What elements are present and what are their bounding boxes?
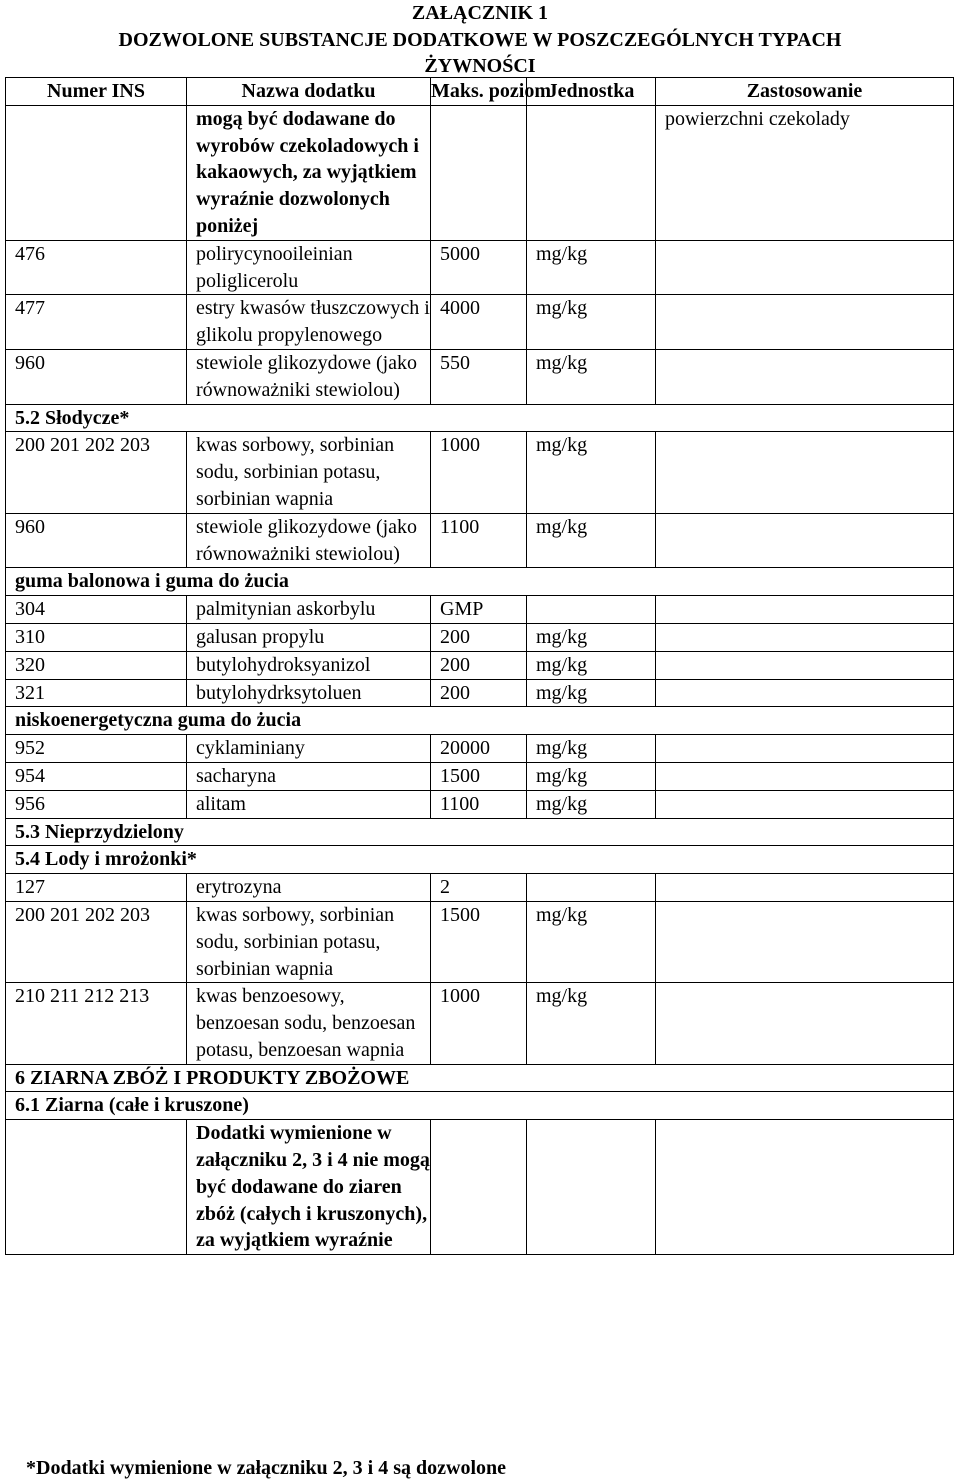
table-row [6, 790, 954, 818]
max-level-cell: 1000 [431, 432, 527, 513]
unit-cell: mg/kg [527, 735, 656, 763]
table-row [6, 596, 954, 624]
table-row [6, 240, 954, 295]
ins-number-cell: 960 [6, 513, 187, 568]
max-level-cell [431, 1120, 527, 1255]
ins-number-cell [6, 1120, 187, 1255]
ins-number-cell: 320 [6, 651, 187, 679]
ins-number-cell: 304 [6, 596, 187, 624]
document-title-line1: DOZWOLONE SUBSTANCJE DODATKOWE W POSZCZEGÓLNYCH TYPACH [118, 28, 842, 51]
application-cell [656, 679, 954, 707]
annex-title: ZAŁĄCZNIK 1 [411, 2, 549, 24]
unit-cell: mg/kg [527, 679, 656, 707]
max-level-cell: 20000 [431, 735, 527, 763]
section-row [6, 818, 954, 846]
section-label: 5.3 Nieprzydzielony [6, 818, 954, 846]
document-header [0, 0, 960, 80]
column-header-application: Zastosowanie [656, 78, 954, 106]
ins-number-cell [6, 105, 187, 240]
application-cell [656, 1120, 954, 1255]
additive-name-cell: erytrozyna [187, 874, 431, 902]
unit-cell: mg/kg [527, 349, 656, 404]
ins-number-cell: 321 [6, 679, 187, 707]
max-level-cell: 200 [431, 623, 527, 651]
max-level-cell: GMP [431, 596, 527, 624]
application-cell [656, 349, 954, 404]
max-level-cell [431, 105, 527, 240]
table-row [6, 901, 954, 982]
max-level-cell: 1000 [431, 983, 527, 1064]
application-cell [656, 240, 954, 295]
additive-name-cell: alitam [187, 790, 431, 818]
section-row [6, 1064, 954, 1092]
application-cell [656, 762, 954, 790]
application-cell [656, 596, 954, 624]
unit-cell: mg/kg [527, 623, 656, 651]
section-row [6, 404, 954, 432]
max-level-cell: 1100 [431, 513, 527, 568]
additive-name-cell: estry kwasów tłuszczowych i glikolu propylenowego [187, 295, 431, 350]
section-row [6, 1092, 954, 1120]
ins-number-cell: 476 [6, 240, 187, 295]
section-label: niskoenergetyczna guma do żucia [6, 707, 954, 735]
ins-number-cell: 956 [6, 790, 187, 818]
application-cell [656, 983, 954, 1064]
unit-cell: mg/kg [527, 513, 656, 568]
section-label: 6.1 Ziarna (całe i kruszone) [6, 1092, 954, 1120]
table-row [6, 623, 954, 651]
section-row [6, 568, 954, 596]
application-cell [656, 735, 954, 763]
ins-number-cell: 127 [6, 874, 187, 902]
document-title-line2: ŻYWNOŚCI [424, 55, 536, 77]
application-cell [656, 513, 954, 568]
unit-cell: mg/kg [527, 432, 656, 513]
max-level-cell: 2 [431, 874, 527, 902]
application-cell [656, 874, 954, 902]
ins-number-cell: 477 [6, 295, 187, 350]
unit-cell [527, 1120, 656, 1255]
ins-number-cell: 210 211 212 213 [6, 983, 187, 1064]
unit-cell: mg/kg [527, 295, 656, 350]
max-level-cell: 200 [431, 651, 527, 679]
table-row [6, 349, 954, 404]
additive-name-cell: stewiole glikozydowe (jako równoważniki stewiolou) [187, 349, 431, 404]
unit-cell: mg/kg [527, 983, 656, 1064]
table-row [6, 105, 954, 240]
section-label: guma balonowa i guma do żucia [6, 568, 954, 596]
column-header-name: Nazwa dodatku [187, 78, 431, 106]
additive-name-cell: butylohydroksyanizol [187, 651, 431, 679]
column-header-unit: Jednostka [527, 78, 656, 106]
table-row [6, 762, 954, 790]
section-label: 5.2 Słodycze* [6, 404, 954, 432]
application-cell [656, 790, 954, 818]
application-cell [656, 651, 954, 679]
table-row [6, 1120, 954, 1255]
section-row [6, 707, 954, 735]
unit-cell [527, 105, 656, 240]
max-level-cell: 1500 [431, 901, 527, 982]
additive-name-cell: stewiole glikozydowe (jako równoważniki stewiolou) [187, 513, 431, 568]
max-level-cell: 200 [431, 679, 527, 707]
table-row [6, 513, 954, 568]
ins-number-cell: 960 [6, 349, 187, 404]
ins-number-cell: 952 [6, 735, 187, 763]
max-level-cell: 5000 [431, 240, 527, 295]
column-header-max-level: Maks. poziom [431, 78, 527, 106]
ins-number-cell: 310 [6, 623, 187, 651]
max-level-cell: 4000 [431, 295, 527, 350]
unit-cell: mg/kg [527, 762, 656, 790]
application-cell [656, 432, 954, 513]
section-row [6, 846, 954, 874]
table-row [6, 651, 954, 679]
table-row [6, 295, 954, 350]
additive-name-cell: cyklaminiany [187, 735, 431, 763]
max-level-cell: 1100 [431, 790, 527, 818]
unit-cell: mg/kg [527, 651, 656, 679]
unit-cell [527, 596, 656, 624]
unit-cell [527, 874, 656, 902]
max-level-cell: 550 [431, 349, 527, 404]
additive-name-cell: kwas sorbowy, sorbinian sodu, sorbinian potasu, sorbinian wapnia [187, 901, 431, 982]
section-label: 5.4 Lody i mrożonki* [6, 846, 954, 874]
additive-name-cell: kwas benzoesowy, benzoesan sodu, benzoesan potasu, benzoesan wapnia [187, 983, 431, 1064]
unit-cell: mg/kg [527, 790, 656, 818]
additive-name-cell: sacharyna [187, 762, 431, 790]
max-level-cell: 1500 [431, 762, 527, 790]
application-cell: powierzchni czekolady [656, 105, 954, 240]
application-cell [656, 623, 954, 651]
additive-name-cell: Dodatki wymienione w załączniku 2, 3 i 4 nie mogą być dodawane do ziaren zbóż (całych i kruszonych), za wyjątkiem wyraźnie [187, 1120, 431, 1255]
additive-name-cell: butylohydrksytoluen [187, 679, 431, 707]
table-row [6, 679, 954, 707]
application-cell [656, 295, 954, 350]
additive-name-cell: galusan propylu [187, 623, 431, 651]
unit-cell: mg/kg [527, 240, 656, 295]
additives-table [5, 77, 954, 1255]
additive-name-cell: palmitynian askorbylu [187, 596, 431, 624]
additive-name-cell: kwas sorbowy, sorbinian sodu, sorbinian potasu, sorbinian wapnia [187, 432, 431, 513]
table-row [6, 874, 954, 902]
additive-name-cell: polirycynooileinian poliglicerolu [187, 240, 431, 295]
additive-name-cell: mogą być dodawane do wyrobów czekoladowych i kakaowych, za wyjątkiem wyraźnie dozwolonych poniżej [187, 105, 431, 240]
table-header-row [6, 78, 954, 106]
ins-number-cell: 200 201 202 203 [6, 432, 187, 513]
table-row [6, 735, 954, 763]
table-row [6, 432, 954, 513]
footnote: *Dodatki wymienione w załączniku 2, 3 i 4 są dozwolone [26, 1457, 507, 1479]
table-row [6, 983, 954, 1064]
unit-cell: mg/kg [527, 901, 656, 982]
section-label: 6 ZIARNA ZBÓŻ I PRODUKTY ZBOŻOWE [6, 1064, 954, 1092]
application-cell [656, 901, 954, 982]
column-header-ins: Numer INS [6, 78, 187, 106]
ins-number-cell: 200 201 202 203 [6, 901, 187, 982]
ins-number-cell: 954 [6, 762, 187, 790]
